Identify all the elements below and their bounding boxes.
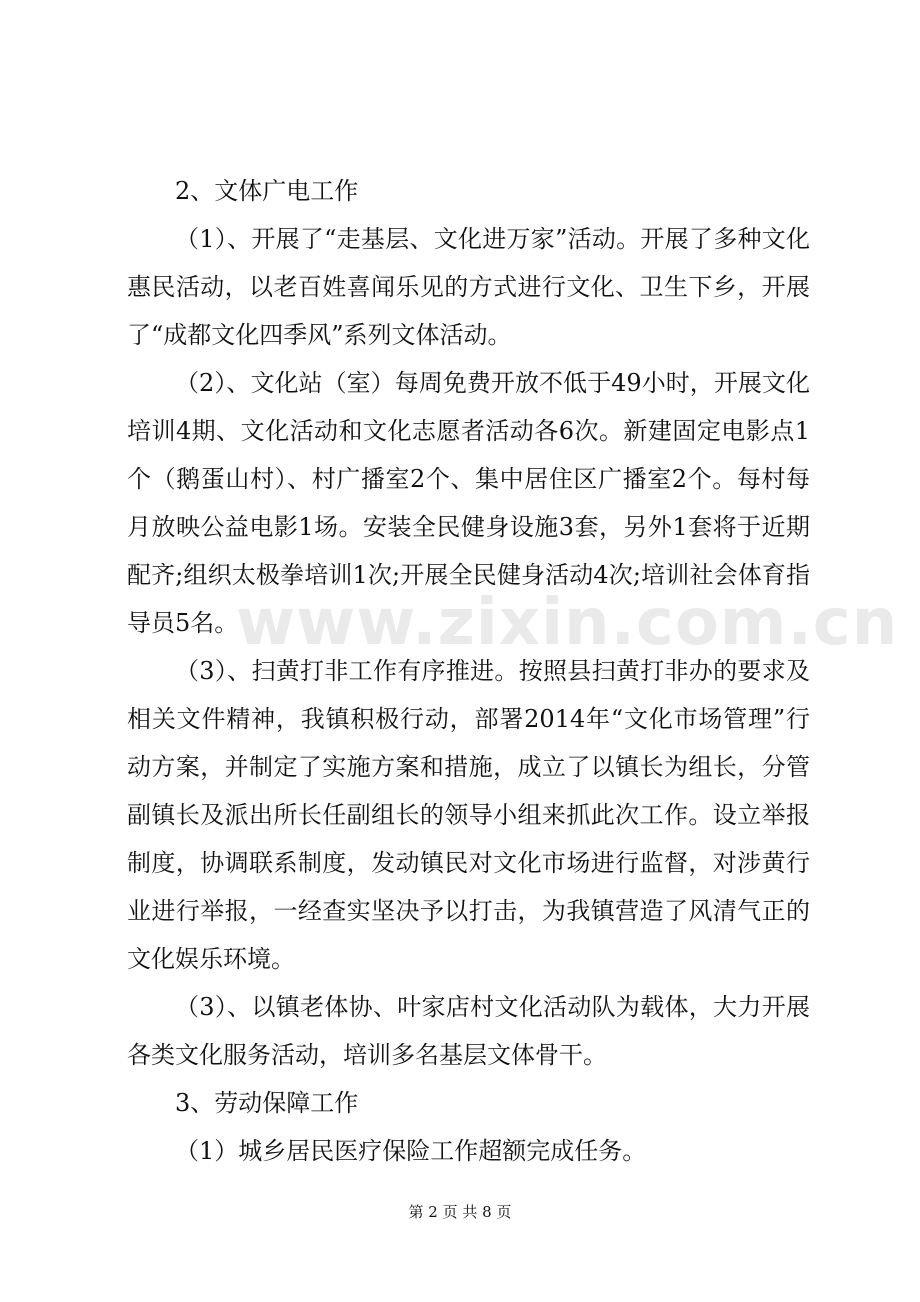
paragraph-medical-insurance: （1）城乡居民医疗保险工作超额完成任务。 <box>175 1137 647 1165</box>
watermark-logo: www.zixin.com.cn <box>236 586 899 660</box>
section-heading-labor-security: 3、劳动保障工作 <box>175 1089 359 1117</box>
paragraph-elderly-sports-association: （3）、以镇老体协、叶家店村文化活动队为载体，大力开展各类文化服务活动，培训多名基层文体骨干。 <box>127 993 810 1069</box>
paragraph-culture-station: （2）、文化站（室）每周免费开放不低于49小时，开展文化培训4期、文化活动和文化志愿者活动各6次。新建固定电影点1个（鹅蛋山村）、村广播室2个、集中居住区广播室2个。每村每月放映公益电影1场。安装全民健身设施3套，另外1套将于近期配齐;组织太极拳培训1次;开展全民健身活动4次;培训社会体育指导员5名。 <box>127 369 810 637</box>
paragraph-culture-activities: （1）、开展了“走基层、文化进万家”活动。开展了多种文化惠民活动，以老百姓喜闻乐见的方式进行文化、卫生下乡，开展了“成都文化四季风”系列文体活动。 <box>127 225 810 349</box>
section-heading-culture-sports: 2、文体广电工作 <box>175 177 359 205</box>
paragraph-anti-pornography: （3）、扫黄打非工作有序推进。按照县扫黄打非办的要求及相关文件精神，我镇积极行动，部署2014年“文化市场管理”行动方案，并制定了实施方案和措施，成立了以镇长为组长，分管副镇长及派出所长任副组长的领导小组来抓此次工作。设立举报制度，协调联系制度，发动镇民对文化市场进行监督，对涉黄行业进行举报，一经查实坚决予以打击，为我镇营造了风清气正的文化娱乐环境。 <box>127 657 810 973</box>
document-body <box>127 167 810 1175</box>
page-number-footer: 第 2 页 共 8 页 <box>408 1203 512 1221</box>
